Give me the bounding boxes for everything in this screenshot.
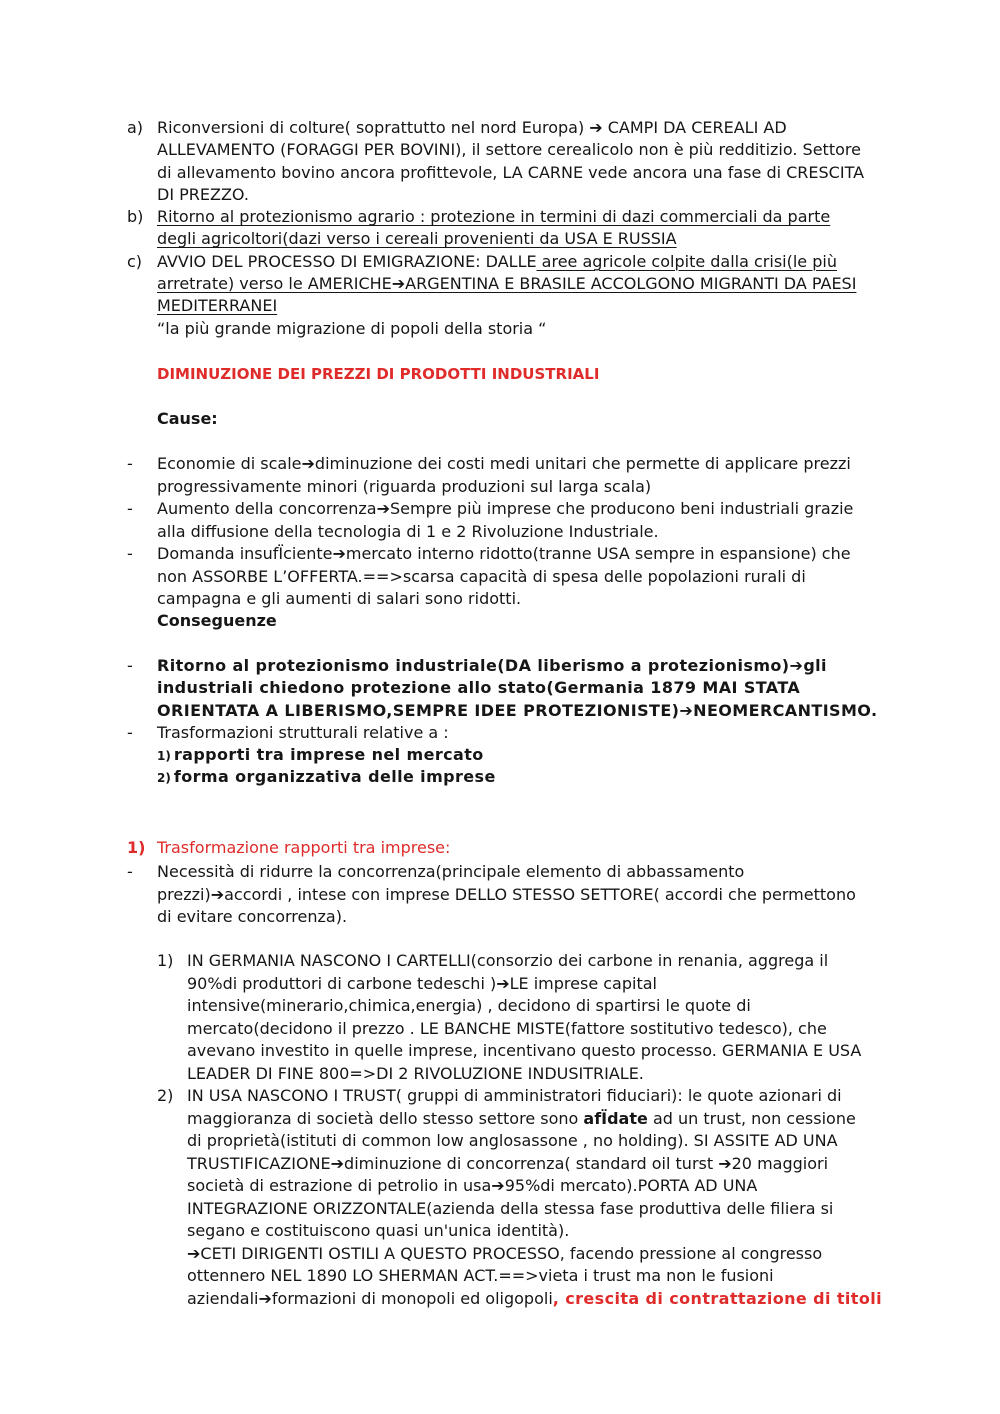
bullet-marker: -	[127, 499, 133, 518]
causes-label: Cause:	[157, 409, 218, 428]
text-line: campagna e gli aumenti di salari sono ridotti.	[157, 589, 522, 608]
text-line	[157, 251, 987, 273]
bold-line: ORIENTATA A LIBERISMO,SEMPRE IDEE PROTEZIONISTE)➔NEOMERCANTISMO.	[157, 700, 878, 720]
text-segment: AVVIO DEL PROCESSO DI EMIGRAZIONE: DALLE	[157, 251, 537, 271]
list-item-c	[127, 251, 987, 340]
text-line: ALLEVAMENTO (FORAGGI PER BOVINI), il settore cerealicolo non è più redditizio. Settore	[157, 140, 861, 160]
sub-item	[157, 744, 987, 766]
firms-bullet	[127, 861, 987, 929]
sub-item	[157, 766, 987, 788]
consequence-item	[127, 655, 987, 722]
text-line: intensive(minerario,chimica,energia) , decidono di spartirsi le quote di	[187, 996, 751, 1015]
underlined-line: arretrate) verso le AMERICHE➔ARGENTINA E BRASILE ACCOLGONO MIGRANTI DA PAESI	[157, 274, 857, 294]
underlined-line: Ritorno al protezionismo agrario : protezione in termini di dazi commerciali da parte	[157, 207, 831, 227]
bullet-marker: -	[127, 454, 133, 473]
text-segment: ad un trust, non cessione	[647, 1108, 856, 1128]
text-line: di proprietà(istituti di common low anglosassone , no holding). SI ASSITE AD UNA	[187, 1131, 838, 1150]
list-item-a	[127, 117, 987, 206]
sub-item-marker: 1)	[157, 749, 171, 764]
text-line: IN GERMANIA NASCONO I CARTELLI(consorzio dei carbone in renania, aggrega il	[187, 951, 829, 970]
section-heading: DIMINUZIONE DEI PREZZI DI PRODOTTI INDUSTRIALI	[157, 365, 600, 383]
consequence-item	[127, 722, 987, 789]
bold-line: Ritorno al protezionismo industriale(DA liberismo a protezionismo)➔gli	[157, 656, 827, 675]
text-line: Necessità di ridurre la concorrenza(principale elemento di abbassamento	[157, 862, 745, 881]
text-line: mercato(decidono il prezzo . LE BANCHE MISTE(fattore sostitutivo tedesco), che	[187, 1018, 827, 1038]
text-line: ottennero NEL 1890 LO SHERMAN ACT.==>vieta i trust ma non le fusioni	[187, 1266, 774, 1285]
text-segment: aziendali➔formazioni di monopoli ed oligopoli	[187, 1288, 553, 1308]
highlighted-text: , crescita di contrattazione di titoli	[552, 1288, 883, 1308]
numbered-item-trust	[157, 1085, 987, 1310]
text-line: 90%di produttori di carbone tedeschi )➔LE imprese capital	[187, 973, 657, 993]
heading-marker: 1)	[127, 838, 146, 857]
text-segment: maggioranza di società dello stesso settore sono	[187, 1108, 584, 1128]
text-line: di evitare concorrenza).	[157, 907, 348, 926]
text-line: di allevamento bovino ancora profittevole, LA CARNE vede ancora una fase di CRESCITA	[157, 162, 865, 182]
firms-numbered-list	[157, 950, 987, 1310]
bold-text: afÏdate	[583, 1108, 648, 1128]
number-marker: 1)	[157, 951, 174, 970]
text-line: INTEGRAZIONE ORIZZONTALE(azienda della stessa fase produttiva delle filiera si	[187, 1198, 834, 1218]
list-marker: a)	[127, 118, 144, 137]
bullet-marker: -	[127, 656, 133, 675]
text-line: IN USA NASCONO I TRUST( gruppi di amministratori fiduciari): le quote azionari di	[187, 1086, 842, 1105]
text-line: Aumento della concorrenza➔Sempre più imprese che producono beni industriali grazie	[157, 499, 854, 518]
underlined-line: MEDITERRANEI	[157, 296, 278, 316]
text-line: avevano investito in quelle imprese, incentivano questo processo. GERMANIA E USA	[187, 1041, 862, 1060]
list-marker: c)	[127, 251, 143, 271]
bullet-marker: -	[127, 722, 133, 742]
text-line: DI PREZZO.	[157, 184, 249, 204]
sub-item-text: rapporti tra imprese nel mercato	[173, 745, 484, 765]
cause-item	[127, 453, 987, 498]
firms-heading	[127, 837, 987, 860]
text-line	[187, 1288, 987, 1311]
sub-item-text: forma organizzativa delle imprese	[173, 767, 496, 787]
text-line: prezzi)➔accordi , intese con imprese DELLO STESSO SETTORE( accordi che permettono	[157, 884, 856, 904]
bullet-item	[127, 861, 987, 929]
text-line: società di estrazione di petrolio in usa➔95%di mercato).PORTA AD UNA	[187, 1176, 758, 1195]
list-marker: b)	[127, 207, 144, 227]
causes-list	[127, 453, 987, 611]
cause-item	[127, 543, 987, 611]
text-line: alla diffusione della tecnologia di 1 e 2 Rivoluzione Industriale.	[157, 521, 659, 541]
consequences-label: Conseguenze	[157, 611, 277, 630]
text-line: segano e costituiscono quasi un'unica identità).	[187, 1221, 570, 1240]
text-line: Trasformazioni strutturali relative a :	[157, 722, 449, 742]
bold-line: industriali chiedono protezione allo stato(Germania 1879 MAI STATA	[157, 678, 801, 698]
numbered-heading	[127, 837, 987, 860]
numbered-item-cartelli	[157, 950, 987, 1085]
bullet-marker: -	[127, 544, 133, 563]
number-marker: 2)	[157, 1086, 174, 1105]
text-line: LEADER DI FINE 800=>DI 2 RIVOLUZIONE INDUSITRIALE.	[187, 1063, 644, 1083]
sub-item-marker: 2)	[157, 771, 171, 786]
agricultural-effects-list	[127, 117, 987, 340]
underlined-text: aree agricole colpite dalla crisi(le più	[536, 251, 837, 271]
text-line	[187, 1108, 987, 1131]
text-line: ➔CETI DIRIGENTI OSTILI A QUESTO PROCESSO, facendo pressione al congresso	[187, 1243, 823, 1263]
underlined-line: degli agricoltori(dazi verso i cereali provenienti da USA E RUSSIA	[157, 229, 677, 249]
consequences-list	[127, 655, 987, 789]
text-line: non ASSORBE L’OFFERTA.==>scarsa capacità di spesa delle popolazioni rurali di	[157, 566, 806, 586]
text-line: Riconversioni di colture( soprattutto nel nord Europa) ➔ CAMPI DA CEREALI AD	[157, 118, 787, 137]
text-line: Economie di scale➔diminuzione dei costi medi unitari che permette di applicare prezzi	[157, 454, 851, 473]
bullet-marker: -	[127, 862, 133, 881]
text-line: progressivamente minori (riguarda produzioni sul larga scala)	[157, 476, 652, 496]
text-line: TRUSTIFICAZIONE➔diminuzione di concorrenza( standard oil turst ➔20 maggiori	[187, 1153, 829, 1173]
quote-line: “la più grande migrazione di popoli della storia “	[157, 318, 547, 338]
cause-item	[127, 498, 987, 543]
list-item-b	[127, 206, 987, 251]
text-line: Domanda insufÏciente➔mercato interno ridotto(tranne USA sempre in espansione) che	[157, 544, 851, 563]
heading-text: Trasformazione rapporti tra imprese:	[157, 838, 451, 857]
